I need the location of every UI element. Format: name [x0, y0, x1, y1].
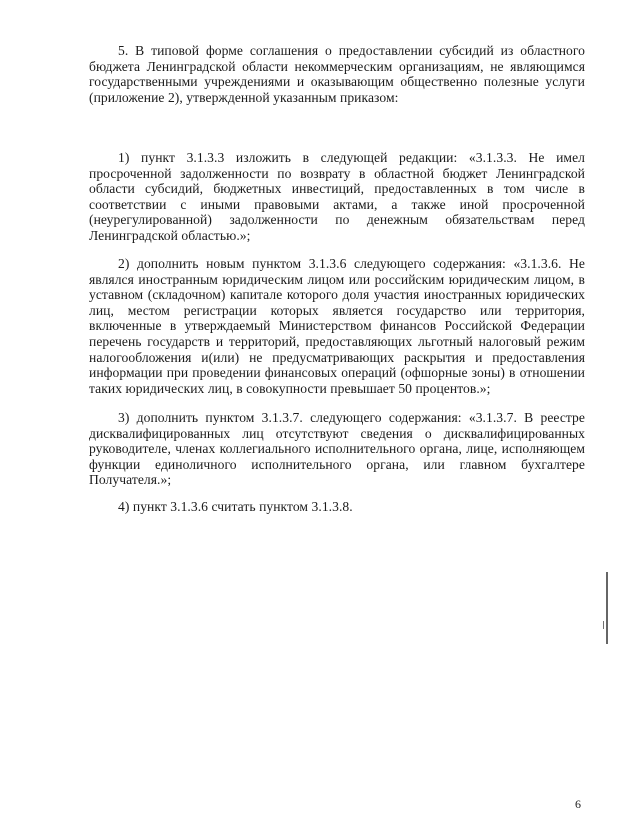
page-number: 6	[575, 797, 581, 811]
paragraph-subitem-3: 3) дополнить пунктом 3.1.3.7. следующего содержания: «3.1.3.7. В реестре дисквалифицированных лиц отсутствуют сведения о дисквалифицированных руководителе, членах коллегиального исполнительного органа, лице, исполняющем функции единоличного исполнительного органа, или главном бухгалтере Получателя.»;	[89, 410, 585, 488]
paragraph-subitem-1: 1) пункт 3.1.3.3 изложить в следующей редакции: «3.1.3.3. Не имел просроченной задолженности по возврату в областной бюджет Ленинградской области субсидий, бюджетных инвестиций, предоставленных в том числе в соответствии с иными правовыми актами, а также иной просроченной (неурегулированной) задолженности по денежным обязательствам перед Ленинградской областью.»;	[89, 150, 585, 243]
scan-margin-line	[606, 572, 608, 644]
paragraph-subitem-2: 2) дополнить новым пунктом 3.1.3.6 следующего содержания: «3.1.3.6. Не являлся иностранным юридическим лицом или российским юридическим лицом, в уставном (складочном) капитале которого доля участия иностранных юридических лиц, местом регистрации которых является государство или территория, включенные в утверждаемый Министерством финансов Российской Федерации перечень государств и территорий, предоставляющих льготный налоговый режим налогообложения и(или) не предусматривающих раскрытия и предоставления информации при проведении финансовых операций (офшорные зоны) в отношении таких юридических лиц, в совокупности превышает 50 процентов.»;	[89, 256, 585, 396]
scan-margin-tick	[603, 621, 604, 629]
paragraph-item-5: 5. В типовой форме соглашения о предоставлении субсидий из областного бюджета Ленинградской области некоммерческим организациям, не являющимся государственными учреждениями и оказывающим общественно полезные услуги (приложение 2), утвержденной указанным приказом:	[89, 43, 585, 105]
paragraph-subitem-4: 4) пункт 3.1.3.6 считать пунктом 3.1.3.8.	[118, 499, 353, 514]
